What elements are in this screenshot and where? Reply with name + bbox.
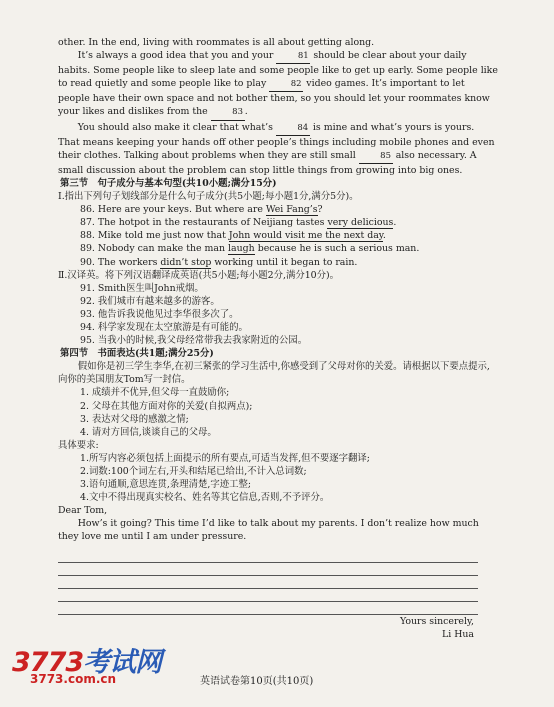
question-88: 88. Mike told me just now that John would visit me the next day. <box>80 230 386 242</box>
section3-part1: Ⅰ.指出下列句子划线部分是什么句子成分(共5小题;每小题1分,满分5分)。 <box>58 191 359 203</box>
blank-81: 81 <box>276 50 310 64</box>
point-1: 1. 成绩并不优异,但父母一直鼓励你; <box>80 387 230 399</box>
writing-line <box>58 550 478 563</box>
question-93: 93. 他告诉我说他见过李华很多次了。 <box>80 308 239 320</box>
blank-83: 83 <box>211 106 245 120</box>
writing-lines <box>58 550 498 615</box>
blank-84: 84 <box>276 122 310 136</box>
section4-title: 第四节 书面表达(共1题;满分25分) <box>60 348 214 360</box>
writing-line <box>58 563 478 576</box>
question-91: 91. Smith医生叫John戒烟。 <box>80 282 204 294</box>
passage-para-2: It’s always a good idea that you and your 81 should be clear about your daily habits. Some people like to sleep late and some people like to get up early. Some people like to read quietly and some people like to play 82 video games. It’s important to let people have their own space and not bother them, so you should let your roommates know your likes and dislikes from the 83 . <box>58 49 498 120</box>
question-95: 95. 当我小的时候,我父母经常带我去我家附近的公园。 <box>80 335 308 347</box>
point-3: 3. 表达对父母的感激之情; <box>80 413 189 425</box>
exam-content <box>58 36 498 641</box>
writing-line <box>58 589 478 602</box>
letter-signature: Li Hua <box>441 628 474 640</box>
section4-intro: 假如你是初三学生李华,在初三紧张的学习生活中,你感受到了父母对你的关爱。请根据以下要点提示,向你的美国朋友Tom写一封信。 <box>58 361 490 386</box>
page-footer: 英语试卷第10页(共10页) <box>200 676 314 687</box>
section3-part2: Ⅱ.汉译英。将下列汉语翻译成英语(共5小题;每小题2分,满分10分)。 <box>58 269 340 281</box>
site-logo: 3773考试网 <box>12 647 162 678</box>
blank-82: 82 <box>269 78 303 92</box>
question-87: 87. The hotpot in the restaurants of Neijiang tastes very delicious. <box>80 217 397 229</box>
letter-greeting: Dear Tom, <box>58 505 108 517</box>
requirement-4: 4.文中不得出现真实校名、姓名等其它信息,否则,不予评分。 <box>80 492 330 504</box>
question-89: 89. Nobody can make the man laugh because he is such a serious man. <box>80 243 420 255</box>
requirement-1: 1.所写内容必须包括上面提示的所有要点,可适当发挥,但不要逐字翻译; <box>80 452 370 464</box>
writing-line <box>58 576 478 589</box>
question-90: 90. The workers didn’t stop working until it began to rain. <box>80 256 358 268</box>
site-logo-url: 3773.com.cn <box>30 672 117 686</box>
question-94: 94. 科学家发现在太空旅游是有可能的。 <box>80 321 248 333</box>
passage-para-1: other. In the end, living with roommates is all about getting along. <box>58 37 375 48</box>
question-86: 86. Here are your keys. But where are Wei Fang’s? <box>80 204 323 216</box>
letter-closing: Yours sincerely, <box>399 615 474 627</box>
letter-opening: How’s it going? This time I’d like to talk about my parents. I don’t realize how much they love me until I am under pressure. <box>58 518 479 543</box>
writing-line <box>58 602 478 615</box>
requirement-3: 3.语句通顺,意思连贯,条理清楚,字迹工整; <box>80 479 252 491</box>
requirement-2: 2.词数:100个词左右,开头和结尾已给出,不计入总词数; <box>80 466 307 477</box>
requirements-title: 具体要求: <box>58 439 99 451</box>
point-2: 2. 父母在其他方面对你的关爱(自拟两点); <box>80 400 253 412</box>
blank-85: 85 <box>359 150 393 164</box>
question-92: 92. 我们城市有越来越多的游客。 <box>80 295 220 307</box>
section3-title: 第三节 句子成分与基本句型(共10小题;满分15分) <box>60 177 277 189</box>
passage-para-3: You should also make it clear that what’s 84 is mine and what’s yours is yours. That means keeping your hands off other people’s things including mobile phones and even their clothes. Talking about problems when they are still small 85 also necessary. A small discussion about the problem can stop little things from growing into big ones. <box>58 121 495 176</box>
point-4: 4. 请对方回信,谈谈自己的父母。 <box>80 426 217 438</box>
